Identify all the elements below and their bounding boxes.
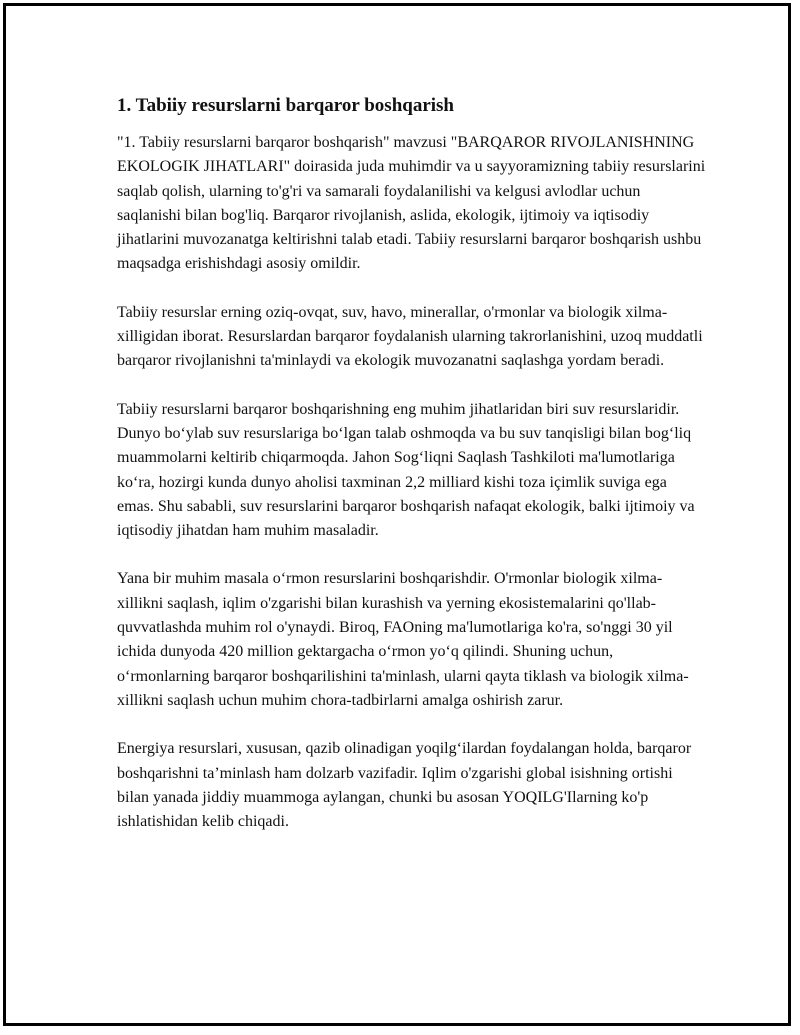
paragraph-energy-resources: Energiya resurslari, xususan, qazib olinadigan yoqilg‘ilardan foydalangan holda, barqaror boshqarishni ta’minlash ham dolzarb vazifadir. Iqlim o'zgarishi global isishning ortishi bilan yanada jiddiy muammoga aylangan, chunki bu asosan YOQILG'Ilarning ko'p ishlatishidan kelib chiqadi. <box>117 740 692 831</box>
document-body <box>117 93 707 858</box>
paragraph-intro: "1. Tabiiy resurslarni barqaror boshqarish" mavzusi "BARQAROR RIVOJLANISHNING EKOLOGIK JIHATLARI" doirasida juda muhimdir va u sayyoramizning tabiiy resurslarini saqlab qolish, ularning to'g'ri va samarali foydalanilishi va kelgusi avlodlar uchun saqlanishi bilan bog'liq. Barqaror rivojlanish, aslida, ekologik, ijtimoiy va iqtisodiy jihatlarini muvozanatga keltirishni talab etadi. Tabiiy resurslarni barqaror boshqarish ushbu maqsadga erishishdagi asosiy omildir. <box>117 134 706 273</box>
paragraph-natural-resources: Tabiiy resurslar erning oziq-ovqat, suv, havo, minerallar, o'rmonlar va biologik xilma-xilligidan iborat. Resurslardan barqaror foydalanish ularning takrorlanishini, uzoq muddatli barqaror rivojlanishni ta'minlaydi va ekologik muvozanatni saqlashga yordam beradi. <box>117 303 703 370</box>
paragraph-water-resources: Tabiiy resurslarni barqaror boshqarishning eng muhim jihatlaridan biri suv resurslaridir. Dunyo bo‘ylab suv resurslariga bo‘lgan talab oshmoqda va bu suv tanqisligi bilan bog‘liq muammolarni keltirib chiqarmoqda. Jahon Sog‘liqni Saqlash Tashkiloti ma'lumotlariga ko‘ra, hozirgi kunda dunyo aholisi taxminan 2,2 milliard kishi toza içimlik suviga ega emas. Shu sababli, suv resurslarini barqaror boshqarish nafaqat ekologik, balki ijtimoiy va iqtisodiy jihatdan ham muhim masaladir. <box>117 400 695 540</box>
section-heading: 1. Tabiiy resurslarni barqaror boshqarish <box>117 95 454 116</box>
paragraph-forest-resources: Yana bir muhim masala o‘rmon resurslarini boshqarishdir. O'rmonlar biologik xilma-xillikni saqlash, iqlim o'zgarishi bilan kurashish va yerning ekosistemalarini qo'llab-quvvatlashda muhim rol o'ynaydi. Biroq, FAOning ma'lumotlariga ko'ra, so'nggi 30 yil ichida dunyoda 420 million gektargacha o‘rmon yo‘q qilindi. Shuning uchun, o‘rmonlarning barqaror boshqarilishini ta'minlash, ularni qayta tiklash va biologik xilma-xillikni saqlash uchun muhim chora-tadbirlarni amalga oshirish zarur. <box>117 570 689 709</box>
